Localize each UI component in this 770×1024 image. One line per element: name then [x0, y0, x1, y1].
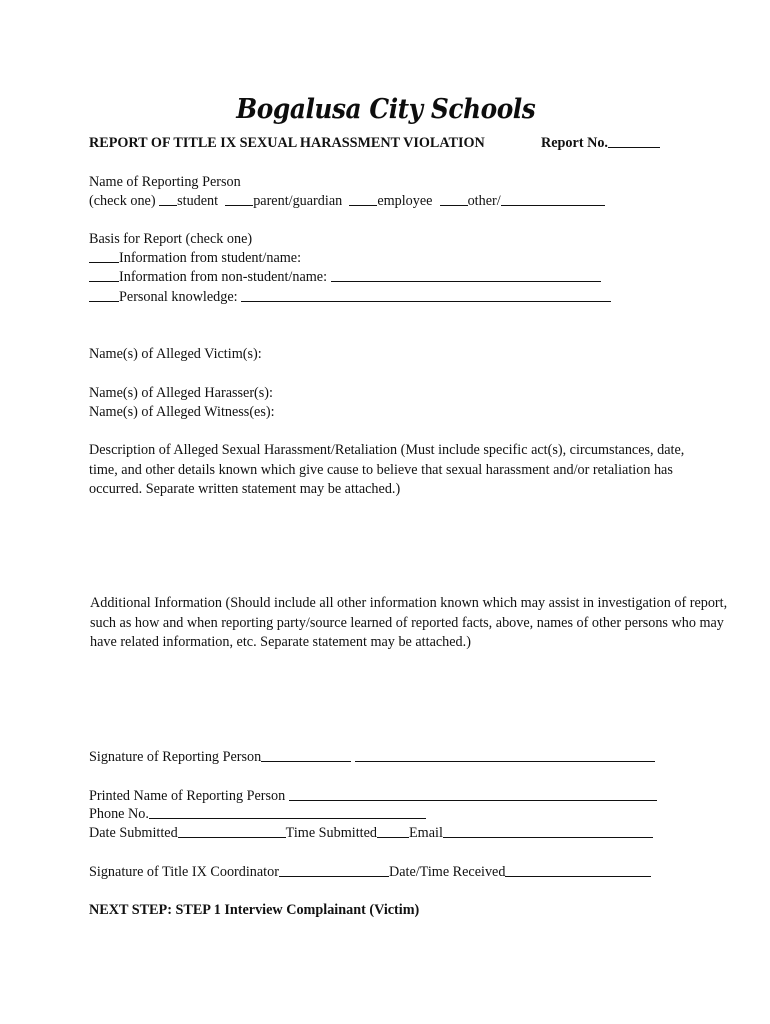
- signature-field-b[interactable]: [355, 749, 655, 762]
- description-line-3: occurred. Separate written statement may be attached.): [89, 481, 401, 497]
- coordinator-signature-field[interactable]: [279, 864, 389, 877]
- description-line-1: Description of Alleged Sexual Harassment/Retaliation (Must include specific act(s), circumstances, date,: [89, 442, 685, 458]
- check-one-label: (check one): [89, 193, 156, 209]
- reporting-person-role-row: [89, 192, 605, 211]
- alleged-witnesses-label: Name(s) of Alleged Witness(es):: [89, 404, 275, 420]
- email-field[interactable]: [443, 825, 653, 838]
- basis-non-student-row: [89, 268, 601, 287]
- signature-row: [89, 748, 655, 767]
- student-check-blank[interactable]: [159, 193, 177, 206]
- date-submitted-label: Date Submitted: [89, 825, 178, 841]
- description-instructions: [89, 441, 729, 500]
- basis-non-student-label: Information from non-student/name:: [119, 269, 328, 285]
- other-option-label: other/: [467, 193, 501, 209]
- signature-label: Signature of Reporting Person: [89, 749, 262, 765]
- basis-student-row: [89, 249, 301, 268]
- parent-check-blank[interactable]: [225, 193, 253, 206]
- alleged-harassers-label: Name(s) of Alleged Harasser(s):: [89, 385, 273, 401]
- report-title: REPORT OF TITLE IX SEXUAL HARASSMENT VIOLATION: [89, 135, 485, 151]
- printed-name-label: Printed Name of Reporting Person: [89, 788, 286, 804]
- report-number: [541, 135, 660, 152]
- alleged-victims-label: Name(s) of Alleged Victim(s):: [89, 346, 262, 362]
- basis-personal-label: Personal knowledge:: [119, 289, 238, 305]
- description-line-2: time, and other details known which give cause to believe that sexual harassment and/or retaliation has: [89, 461, 673, 478]
- report-number-label: Report No.: [541, 135, 608, 151]
- email-label: Email: [409, 825, 443, 841]
- school-name-heading: Bogalusa City Schools: [236, 94, 536, 125]
- report-number-field[interactable]: [608, 135, 660, 148]
- phone-row: [89, 805, 426, 824]
- basis-personal-field[interactable]: [241, 289, 611, 302]
- additional-info-instructions: [90, 594, 770, 653]
- coordinator-row: [89, 863, 651, 882]
- other-specify-field[interactable]: [501, 193, 605, 206]
- signature-field-a[interactable]: [261, 749, 351, 762]
- coordinator-signature-label: Signature of Title IX Coordinator: [89, 864, 279, 880]
- reporting-person-label: Name of Reporting Person: [89, 174, 241, 190]
- printed-name-row: [89, 787, 657, 806]
- employee-option-label: employee: [377, 193, 433, 209]
- additional-line-1: Additional Information (Should include all other information known which may assist in investigation of report,: [90, 595, 728, 611]
- basis-personal-check-blank[interactable]: [89, 289, 119, 302]
- printed-name-field[interactable]: [289, 788, 657, 801]
- time-submitted-field[interactable]: [377, 825, 409, 838]
- next-step-text: NEXT STEP: STEP 1 Interview Complainant (Victim): [89, 902, 420, 918]
- basis-student-label: Information from student/name:: [119, 250, 302, 266]
- phone-label: Phone No.: [89, 806, 149, 822]
- additional-line-3: have related information, etc. Separate statement may be attached.): [90, 634, 471, 650]
- parent-option-label: parent/guardian: [253, 193, 343, 209]
- time-submitted-label: Time Submitted: [285, 825, 377, 841]
- basis-label: Basis for Report (check one): [89, 231, 253, 247]
- date-time-received-field[interactable]: [505, 864, 651, 877]
- basis-student-check-blank[interactable]: [89, 250, 119, 263]
- phone-field[interactable]: [149, 806, 426, 819]
- additional-line-2: such as how and when reporting party/source learned of reported facts, above, names of other persons who may: [90, 614, 724, 631]
- basis-non-student-check-blank[interactable]: [89, 269, 119, 282]
- student-option-label: student: [177, 193, 219, 209]
- employee-check-blank[interactable]: [349, 193, 377, 206]
- other-check-blank[interactable]: [440, 193, 468, 206]
- date-submitted-field[interactable]: [178, 825, 286, 838]
- date-time-email-row: [89, 824, 653, 843]
- date-time-received-label: Date/Time Received: [388, 864, 506, 880]
- basis-personal-row: [89, 288, 611, 307]
- basis-non-student-name-field[interactable]: [331, 269, 601, 282]
